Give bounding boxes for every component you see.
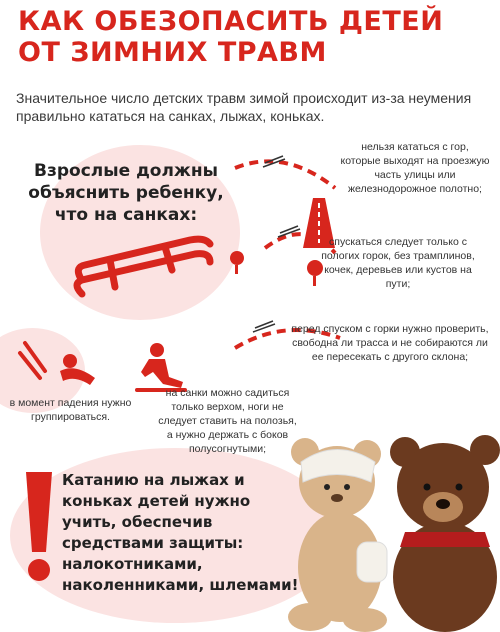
bottom-warning-text: Катанию на лыжах и коньках детей нужно учить, обеспечив средствами защиты: налокотниками, наколенниками, шлемами!	[62, 471, 299, 594]
tip-sitting: на санки можно садиться только верхом, ноги не следует ставить на полозья, а нужно держать с боков полусогнутыми;	[158, 387, 297, 455]
sled-heading: Взрослые должны объяснить ребенку, что на санках:	[28, 161, 224, 225]
intro-text: Значительное число детских травм зимой происходит из-за неумения правильно кататься на санках, лыжах, коньках.	[16, 90, 472, 124]
tip-no-roads: нельзя кататься с гор, которые выходят на проезжую часть улицы или железнодорожное полотно;	[340, 141, 490, 195]
tip-check-track: перед спуском с горки нужно проверить, свободна ли трасса и не собираются ли ее пересекать с другого склона;	[291, 323, 489, 363]
teddy-bears-image	[285, 432, 500, 632]
tip-gentle-slopes: спускаться следует только с пологих горок, без трамплинов, кочек, деревьев или кустов на пути;	[321, 236, 475, 290]
tip-falling: в момент падения нужно группироваться.	[9, 397, 132, 423]
falling-child-icon	[15, 333, 100, 388]
exclamation-icon	[22, 472, 56, 582]
title-line-2: ОТ ЗИМНИХ ТРАВМ	[18, 37, 327, 68]
page-title	[18, 6, 488, 68]
sled-icon	[70, 232, 220, 302]
title-line-1: КАК ОБЕЗОПАСИТЬ ДЕТЕЙ	[18, 6, 444, 37]
